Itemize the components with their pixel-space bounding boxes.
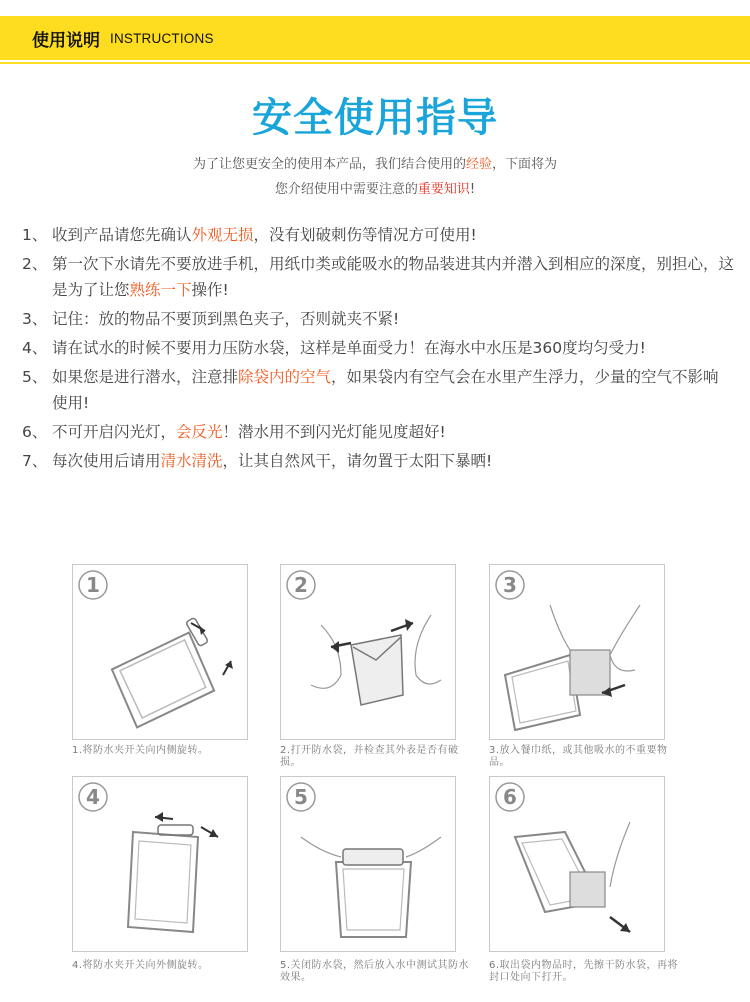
rule-text: 每次使用后请用 [52, 452, 161, 470]
step-number: 2 [294, 573, 308, 597]
intro-line-1 [0, 153, 750, 172]
step-illustration-icon [281, 777, 457, 953]
step-number: 3 [503, 573, 517, 597]
rule-highlight: 熟练一下 [129, 281, 192, 299]
rule-number: 1、 [22, 226, 48, 244]
step-caption: 1.将防水夹开关向内侧旋转。 [72, 745, 209, 756]
rule-text: 不可开启闪光灯， [52, 423, 177, 441]
intro-line-2 [0, 178, 750, 197]
rule-item [22, 222, 734, 248]
intro-text: 为了让您更安全的使用本产品，我们结合使用的 [192, 157, 466, 172]
rule-highlight: 会反光 [176, 423, 223, 441]
rule-item [22, 306, 734, 332]
rules-list [22, 222, 734, 477]
step-caption: 3.放入餐巾纸，或其他吸水的不重要物品。 [489, 745, 668, 768]
rule-number: 4、 [22, 339, 48, 357]
step-card-6 [489, 776, 665, 952]
rule-text: 记住：放的物品不要顶到黑色夹子，否则就夹不紧! [52, 310, 400, 328]
rule-highlight: 外观无损 [191, 226, 254, 244]
page-title: 安全使用指导 [252, 95, 498, 141]
intro-text: 您介绍使用中需要注意的 [274, 182, 418, 197]
rule-number: 7、 [22, 452, 48, 470]
rule-item [22, 448, 734, 474]
rule-item [22, 335, 734, 361]
rule-text: 收到产品请您先确认 [52, 226, 192, 244]
intro-text: ! [469, 182, 476, 197]
step-card-5 [280, 776, 456, 952]
rule-item [22, 364, 734, 416]
step-caption: 5.关闭防水袋，然后放入水中测试其防水效果。 [280, 960, 470, 983]
step-number: 4 [86, 785, 100, 809]
intro-text: ，下面将为 [492, 157, 558, 172]
step-illustration-icon [490, 777, 666, 953]
rule-number: 2、 [22, 255, 48, 273]
step-illustration-icon [281, 565, 457, 741]
rule-highlight: 清水清洗 [160, 452, 223, 470]
rule-text: ，让其自然风干，请勿置于太阳下暴晒! [222, 452, 493, 470]
step-illustration-icon [73, 565, 249, 741]
rule-item [22, 251, 734, 303]
rule-text: ，没有划破刺伤等情况方可使用! [253, 226, 477, 244]
step-number: 1 [86, 573, 100, 597]
step-number: 6 [503, 785, 517, 809]
step-card-2 [280, 564, 456, 740]
step-illustration-icon [490, 565, 666, 741]
rule-number: 3、 [22, 310, 48, 328]
header-title-en: INSTRUCTIONS [110, 30, 214, 46]
step-card-3 [489, 564, 665, 740]
rule-text: 操作! [191, 281, 229, 299]
rule-item [22, 419, 734, 445]
header-divider [0, 62, 750, 64]
rule-text: ！潜水用不到闪光灯能见度超好! [222, 423, 446, 441]
rule-text: 如果您是进行潜水，注意排 [52, 368, 239, 386]
step-number: 5 [294, 785, 308, 809]
rule-number: 5、 [22, 368, 48, 386]
rule-text: 第一次下水请先不要放进手机，用纸巾类或能吸水的物品装进其内并潜入到相应的深度，别担心，这是为了让您 [52, 255, 735, 299]
step-card-4 [72, 776, 248, 952]
step-caption: 6.取出袋内物品时，先擦干防水袋，再将封口处向下打开。 [489, 960, 679, 983]
intro-highlight: 重要知识 [417, 182, 470, 197]
rule-text: 请在试水的时候不要用力压防水袋，这样是单面受力！在海水中水压是360度均匀受力! [52, 339, 646, 357]
rule-number: 6、 [22, 423, 48, 441]
intro-highlight: 经验 [465, 157, 492, 172]
step-card-1 [72, 564, 248, 740]
rule-text: ，如果袋内有空气会在水里产生浮力，少量的空气不影响使用! [52, 368, 719, 412]
header-title-cn: 使用说明 [32, 30, 100, 51]
rule-highlight: 除袋内的空气 [238, 368, 332, 386]
step-caption: 2.打开防水袋，并检查其外表是否有破损。 [280, 745, 459, 768]
step-illustration-icon [73, 777, 249, 953]
header-bar [0, 16, 750, 60]
step-caption: 4.将防水夹开关向外侧旋转。 [72, 960, 209, 971]
